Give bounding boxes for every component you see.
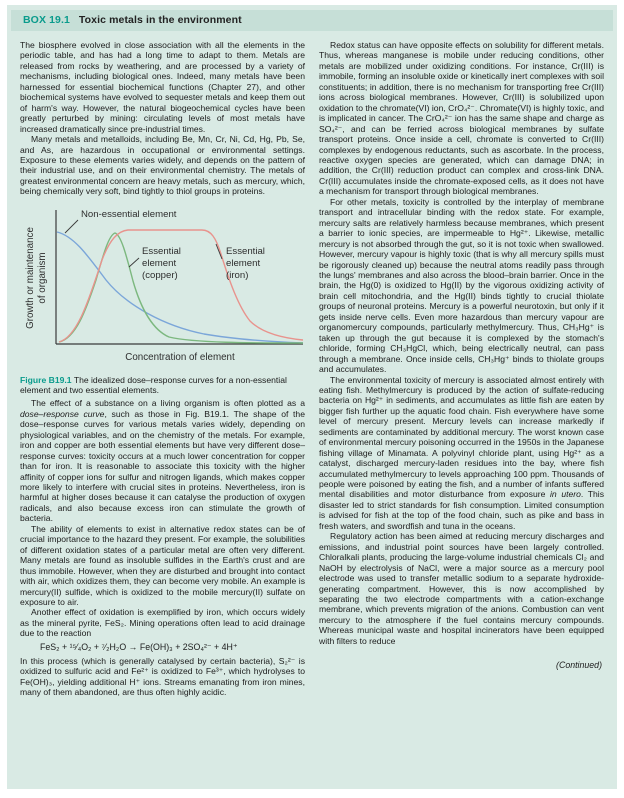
dose-response-text-a: The effect of a substance on a living organism is often plotted as a [31, 398, 305, 409]
nonessential-callout-line [65, 220, 78, 233]
copper-curve-label-line2: element [142, 257, 177, 269]
iron-curve-label-line1: Essential [226, 245, 265, 257]
dose-response-italic: dose–response curve [20, 408, 105, 419]
figure-caption [20, 375, 305, 396]
copper-callout-line [129, 258, 139, 267]
textbook-box [7, 5, 617, 789]
paragraph-redox-solubility: Redox status can have opposite effects on solubility for different metals. Thus, whereas manganese is mobile under reducing conditions, other metals are mobilized under oxidizing conditions. For instance, Cr(III) is immobile, forming an insoluble oxide or kinetically inert complexes with soil constituents; in addition, there is no mechanism for transporting free Cr(III) ions across biological membranes. However, Cr(III) is solubilized upon oxidation to the chromate(VI) ion, CrO₄²⁻. Chromate(VI) is highly toxic, and is implicated in cancer. The CrO₄²⁻ ion has the same shape and charge as SO₄²⁻, and can be ferried across biological membranes by sulfate transport proteins. Once inside a cell, chromate is converted to Cr(III) complexes by endogenous reductants, such as ascorbate. In the process, reactive oxygen species are generated, which can damage DNA; in addition, the Cr(III) reduction product can complex and cross-link DNA. Cr(III) accumulates inside the chromate-exposed cells, as it does not have a mechanism for transport through biological membranes. [319, 40, 604, 197]
box-number-label: BOX 19.1 [23, 14, 70, 26]
paragraph-metalloids: Many metals and metalloids, including Be, Mn, Cr, Ni, Cd, Hg, Pb, Se, and As, are hazardous in occupational or environmental settings. Exposure to these elements varies widely, and depends on the pattern of their industrial use, and on their environmental chemistry. The metals of greatest environmental concern are heavy metals, such as mercury, which, being chemically very soft, bind tightly to thiol groups in proteins. [20, 134, 305, 197]
figure-caption-label: Figure B19.1 [20, 374, 72, 385]
paragraph-pyrite: Another effect of oxidation is exemplified by iron, which occurs widely as the mineral pyrite, FeS₂. Mining operations often lead to acid drainage due to the reaction [20, 607, 305, 639]
iron-curve-label-line3: (iron) [226, 269, 249, 281]
two-column-layout [7, 31, 617, 698]
paragraph-regulatory: Regulatory action has been aimed at reducing mercury discharges and emissions, and industrial point sources have been largely controlled. Chloralkali plants, producing the large-volume industrial chemicals Cl₂ and NaOH by electrolysis of NaCl, were a major source as a mercury pool electrode was used to transfer metallic sodium to a separate hydroxide-generating compartment. However, this is now accomplished by separating the two electrode compartments with a cation-exchange membrane, which prevents migration of the anions. Combustion can vent mercury to the atmosphere if the fuel contains mercury compounds. Whereas municipal waste and hospital incinerators have been equipped with filters to reduce [319, 531, 604, 646]
figure-caption-text: The idealized dose–response curves for a non-essential element and two essential elements. [20, 374, 287, 396]
left-column [20, 40, 305, 698]
pyrite-oxidation-equation: FeS₂ + ¹⁵⁄₄O₂ + ⁷⁄₂H₂O → Fe(OH)₃ + 2SO₄²⁻ + 4H⁺ [40, 641, 238, 652]
paragraph-minamata [319, 375, 604, 532]
copper-curve-label-line1: Essential [142, 245, 181, 257]
box-title: Toxic metals in the environment [78, 14, 242, 26]
paragraph-acid-drainage: In this process (which is generally catalysed by certain bacteria), S₂²⁻ is oxidized to sulfuric acid and Fe²⁺ is oxidized to Fe³⁺, which hydrolyses to Fe(OH)₃, yielding additional H⁺ ions. Streams emanating from iron mines, many of them abandoned, are thus often highly acidic. [20, 655, 305, 698]
iron-curve-label-line2: element [226, 257, 261, 269]
figure-b19-1 [20, 202, 305, 396]
minamata-text-a: The environmental toxicity of mercury is associated almost entirely with eating fish. Methylmercury is produced by the action of sulfate-reducing bacteria on Hg²⁺ in sediments, and accumulates as little fish are eaten by bigger fish further up the aquatic food chain. Fish everywhere have some level of mercury present. Mercury levels can increase markedly if sediments are contaminated by additional mercury. The worst known case of environmental mercury poisoning occurred in the 1950s in the Japanese fishing village of Minamata. A polyvinyl chloride plant, using Hg²⁺ as a catalyst, discharged mercury-laden residues into the bay, where fish accumulated methylmercury to levels approaching 100 ppm. Thousands of people were poisoned by eating the fish, and a number of infants suffered mental disabilities and motor disturbance from exposure [319, 374, 604, 500]
minamata-text-c: . This disaster led to strict standards for fish consumption. Limited consumption is advised for fish at the top of the food chain, such as pike and bass in fresh waters, and swordfish and tuna in the oceans. [319, 489, 604, 531]
nonessential-curve-label: Non-essential element [81, 208, 177, 220]
essential-element-iron-curve [59, 230, 303, 342]
box-header [11, 10, 613, 31]
paragraph-mercury-toxicity: For other metals, toxicity is controlled by the interplay of membrane transport and intracellular binding with the redox state. For example, mercury salts are relatively harmless because membranes, which present a barrier to ionic species, are impermeable to Hg²⁺. Likewise, metallic mercury is not absorbed through the gut, so it is not toxic when swallowed. However, mercury vapour is highly toxic (that is why all mercury spills must be rigorously cleaned up) because the neutral atoms readily pass through the lungs' membranes and also across the blood–brain barrier. Once in the brain, the Hg(0) is oxidized to Hg(II) by the vigorous oxidizing activity of brain cell mitochondria, and the Hg(II) binds tightly to crucial thiolate groups of neuronal proteins. Mercury is a powerful neurotoxin, but only if it gets inside nerve cells. Even more hazardous than mercury vapour are organomercury compounds, particularly methylmercury. Thus, CH₃Hg⁺ is taken up through the gut because it is complexed by the stomach's chloride, forming CH₃HgCl, which, being electrically neutral, can pass through a membrane. Once inside cells, CH₃Hg⁺ binds to thiolate groups and accumulates. [319, 196, 604, 375]
dose-response-chart [20, 202, 305, 368]
y-axis-label-line2: of organism [37, 252, 48, 304]
essential-element-copper-curve [59, 233, 303, 343]
y-axis-label-line1: Growth or maintenance [25, 226, 36, 329]
dose-response-text-c: , such as those in Fig. B19.1. The shape of the dose–response curves for various metals varies widely, depending on physiological variables, and on the chemistry of the metals. For example, iron and copper are both essential elements but have very different dose–response curves: toxicity occurs at a much lower concentration for copper than for iron. It is reasonable to associate this toxicity with the higher affinity of copper ions for sulfur and nitrogen ligands, which makes copper more likely to interfere with crucial sites in proteins. Nevertheless, iron is harmful at higher doses because it can catalyse the production of oxygen radicals, and also because excess iron can stimulate the growth of bacteria. [20, 408, 305, 524]
x-axis-label: Concentration of element [125, 351, 235, 363]
copper-curve-label-line3: (copper) [142, 269, 178, 281]
right-column [319, 40, 604, 698]
paragraph-biosphere: The biosphere evolved in close association with all the elements in the periodic table, and has had a long time to adapt to them. Metals are released from rocks by weathering, and are processed by a variety of mechanisms, including biological ones. Indeed, many metals have been harnessed for essential biochemical functions (Chapter 27), and other biochemical systems have evolved to sequester metals and keep them out of harm's way. However, the natural biogeochemical cycles have been greatly perturbed by mining: circulating levels of most metals have increased dramatically since pre-industrial times. [20, 40, 305, 134]
paragraph-dose-response [20, 398, 305, 523]
paragraph-redox-states: The ability of elements to exist in alternative redox states can be of crucial importance to the hazard they present. For example, the solubilities of different oxidation states of a particular metal are often very different. Many metals are found as insoluble sulfides in the Earth's crust and are thus immobile. However, when they are disturbed and brought into contact with air, which oxidizes them, they can become very mobile. An example is mercury(II) sulfide, which is oxidized to the mobile mercury(II) sulfate on exposure to air. [20, 523, 305, 607]
in-utero-italic: in utero [550, 489, 581, 500]
continued-marker: (Continued) [556, 660, 602, 671]
